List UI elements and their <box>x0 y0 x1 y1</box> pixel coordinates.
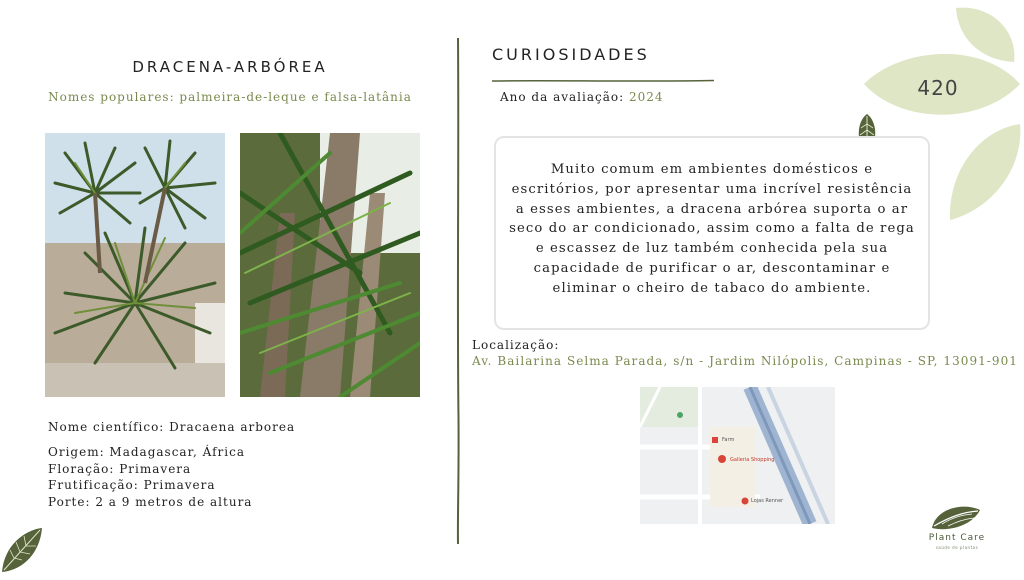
scientific-name: Nome científico: Dracaena arborea <box>48 420 296 434</box>
plant-size: Porte: 2 a 9 metros de altura <box>48 494 253 509</box>
map-pin-icon <box>718 455 726 463</box>
plant-details <box>48 444 252 510</box>
map-label-farm: Farm <box>722 437 735 443</box>
column-divider <box>456 38 460 544</box>
map-label-lojas: Lojas Renner <box>751 498 784 504</box>
origin: Origem: Madagascar, África <box>48 445 245 459</box>
plant-photo-full <box>45 133 225 397</box>
logo-tagline: saúde de plantas <box>935 545 979 550</box>
location-label: Localização: <box>472 338 560 352</box>
plant-photo-trunk <box>240 133 420 397</box>
plant-title: DRACENA-ARBÓREA <box>132 58 328 76</box>
location-map[interactable] <box>640 387 835 524</box>
leaf-icon <box>0 526 44 576</box>
evaluation-year <box>500 90 664 104</box>
map-label-shopping: Galleria Shopping <box>730 457 775 463</box>
flowering: Floração: Primavera <box>48 461 192 476</box>
logo-name: Plant Care <box>928 533 986 543</box>
heading-underline <box>492 68 714 72</box>
plant-care-logo <box>920 500 996 562</box>
year-label: Ano da avaliação: <box>500 90 629 104</box>
popular-names: Nomes populares: palmeira-de-leque e falsa-latânia <box>48 90 412 104</box>
location-address: Av. Bailarina Selma Parada, s/n - Jardim Nilópolis, Campinas - SP, 13091-901 <box>472 354 1018 368</box>
year-value: 2024 <box>628 90 664 104</box>
curiosities-card <box>494 136 930 330</box>
page-number: 420 <box>917 76 959 100</box>
curiosities-text: Muito comum em ambientes domésticos e escritórios, por apresentar uma incrível resistência a esses ambientes, a dracena arbórea suporta o ar seco do ar condicionado, assim como a falta de rega e escassez de luz também conhecida pela sua capacidade de purificar o ar, descontaminar e eliminar o cheiro de tabaco do ambiente. <box>509 162 915 296</box>
curiosities-heading: CURIOSIDADES <box>492 45 650 64</box>
fruiting: Frutificação: Primavera <box>48 478 216 492</box>
